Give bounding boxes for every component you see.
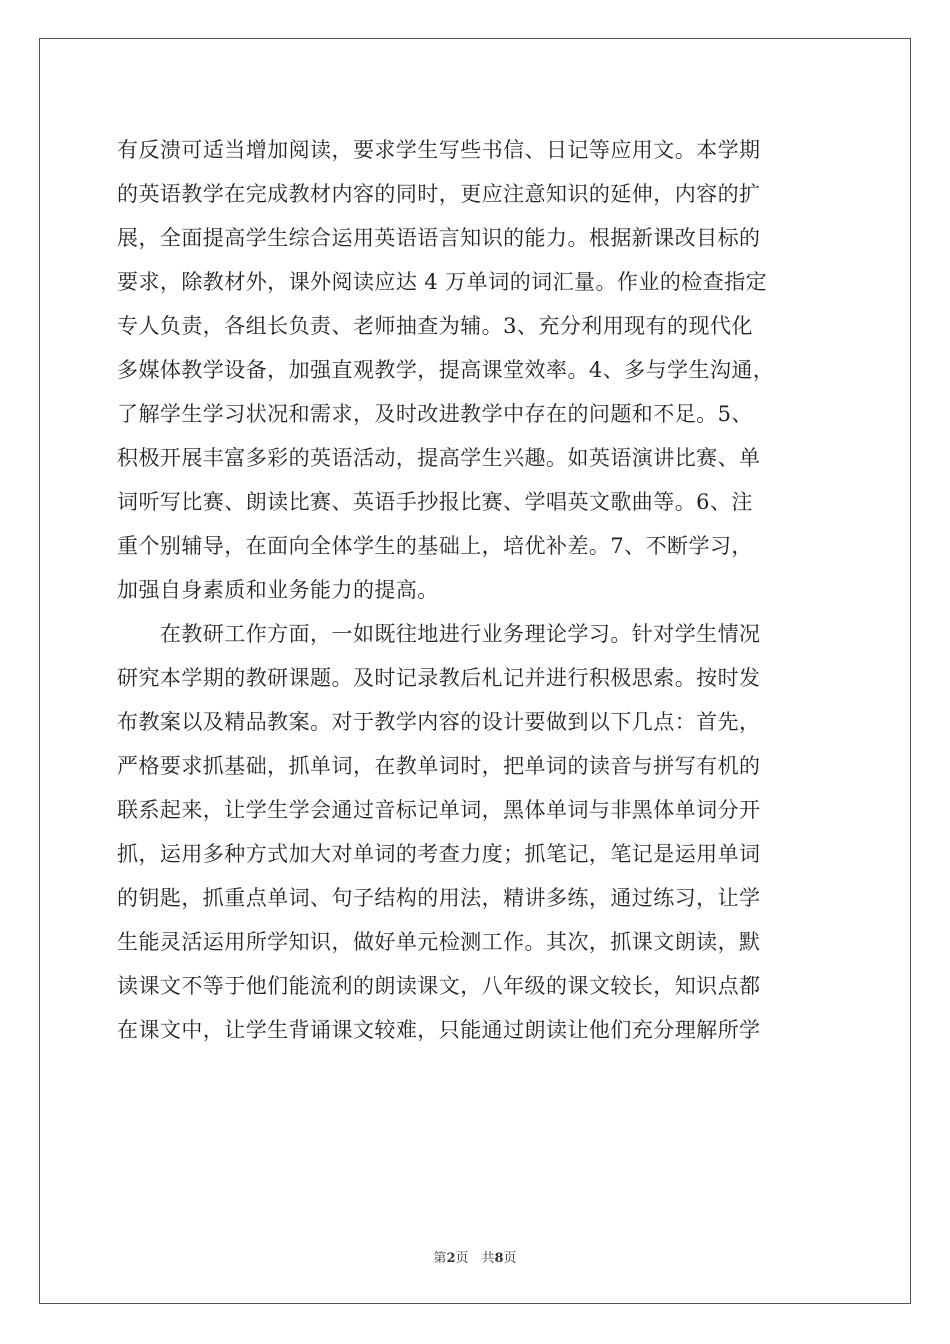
- text-line: 重个别辅导，在面向全体学生的基础上，培优补差。7、不断学习，: [117, 534, 753, 558]
- text-line: 积极开展丰富多彩的英语活动，提高学生兴趣。如英语演讲比赛、单: [117, 446, 761, 470]
- text-line: 布教案以及精品教案。对于教学内容的设计要做到以下几点：首先，: [117, 710, 761, 734]
- text-line: 要求，除教材外，课外阅读应达 4 万单词的词汇量。作业的检查指定: [117, 270, 768, 294]
- current-page-number: 2: [446, 1251, 456, 1266]
- text-line: 词听写比赛、朗读比赛、英语手抄报比赛、学唱英文歌曲等。6、注: [117, 490, 753, 514]
- total-page-count: 8: [494, 1251, 504, 1266]
- text-line: 的英语教学在完成教材内容的同时，更应注意知识的延伸，内容的扩: [117, 182, 761, 206]
- footer-middle: 页 共: [455, 1251, 495, 1266]
- page-footer: [0, 1247, 950, 1266]
- text-line: 读课文不等于他们能流利的朗读课文，八年级的课文较长，知识点都: [117, 974, 761, 998]
- text-line: 有反溃可适当增加阅读，要求学生写些书信、日记等应用文。本学期: [117, 138, 761, 162]
- document-body: [117, 128, 837, 1052]
- text-line: 多媒体教学设备，加强直观教学，提高课堂效率。4、多与学生沟通，: [117, 358, 775, 382]
- footer-suffix: 页: [503, 1251, 517, 1266]
- text-line: 研究本学期的教研课题。及时记录教后札记并进行积极思索。按时发: [117, 666, 761, 690]
- paragraph-first-line: 在教研工作方面，一如既往地进行业务理论学习。针对学生情况: [117, 622, 761, 646]
- text-line: 生能灵活运用所学知识，做好单元检测工作。其次，抓课文朗读，默: [117, 930, 761, 954]
- text-line: 了解学生学习状况和需求，及时改进教学中存在的问题和不足。5、: [117, 402, 753, 426]
- text-line: 在课文中，让学生背诵课文较难，只能通过朗读让他们充分理解所学: [117, 1018, 761, 1042]
- text-line: 专人负责，各组长负责、老师抽查为辅。3、充分利用现有的现代化: [117, 314, 753, 338]
- text-line: 的钥匙，抓重点单词、句子结构的用法，精讲多练，通过练习，让学: [117, 886, 761, 910]
- text-line: 加强自身素质和业务能力的提高。: [117, 578, 439, 602]
- text-line: 抓，运用多种方式加大对单词的考查力度；抓笔记，笔记是运用单词: [117, 842, 761, 866]
- footer-prefix: 第: [433, 1251, 447, 1266]
- text-line: 展，全面提高学生综合运用英语语言知识的能力。根据新课改目标的: [117, 226, 761, 250]
- text-line: 严格要求抓基础，抓单词，在教单词时，把单词的读音与拼写有机的: [117, 754, 761, 778]
- text-line: 联系起来，让学生学会通过音标记单词，黑体单词与非黑体单词分开: [117, 798, 761, 822]
